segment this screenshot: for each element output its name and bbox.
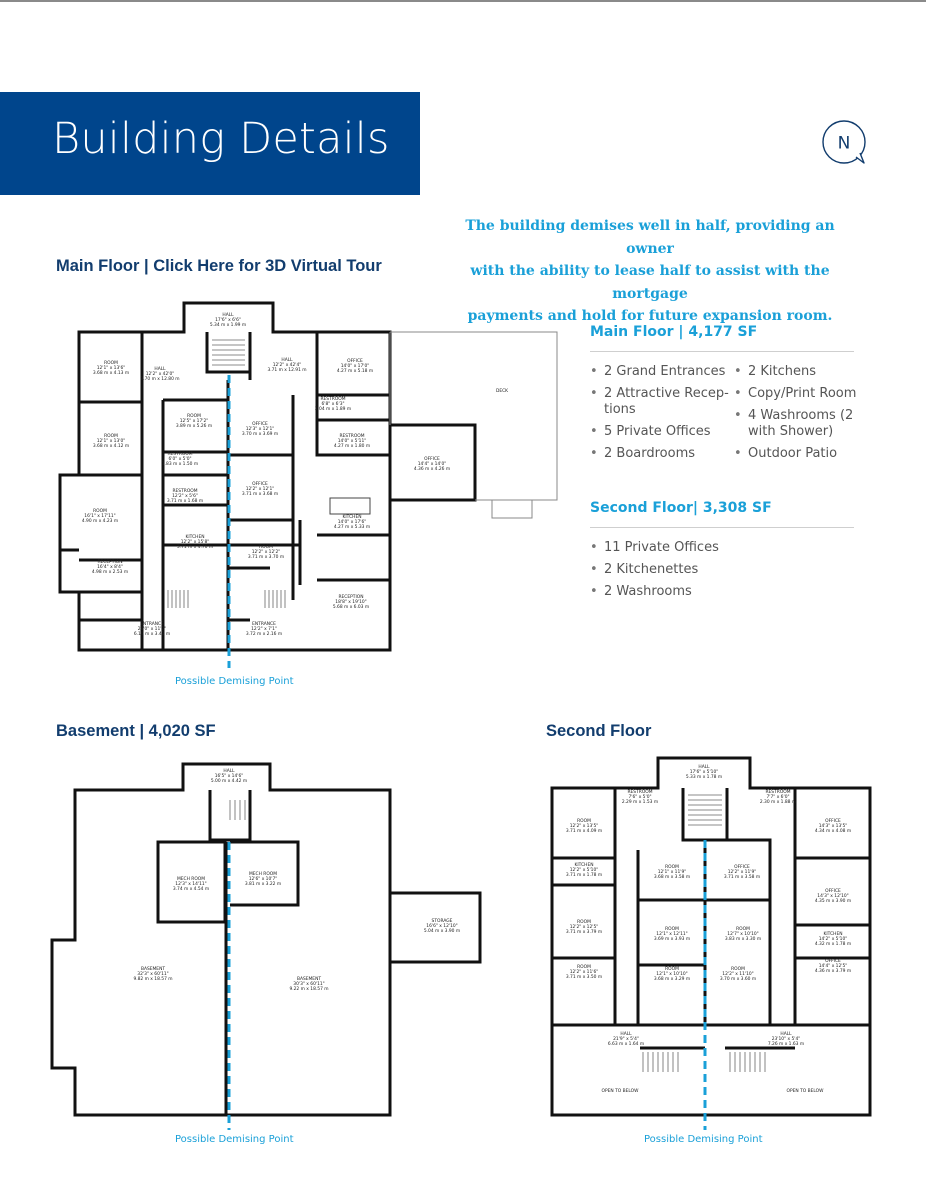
room-label: 6.10 m x 3.41 m [133, 632, 171, 637]
room-label: 3.71 m x 4.76 m [176, 545, 214, 550]
room-label: 12'3" x 12'1" [245, 427, 275, 432]
room-label: 4.35 m x 3.90 m [814, 899, 852, 904]
room-label: RESTROOM [172, 489, 198, 494]
room-label: RESTROOM [167, 452, 193, 457]
feature-item: • 5 Private Offices [590, 424, 730, 440]
room-label: KITCHEN [574, 863, 594, 868]
room-label: 2.04 m x 1.89 m [314, 407, 352, 412]
room-label: OFFICE [252, 482, 268, 487]
room-label: 30'3" x 60'11" [293, 982, 325, 987]
room-label: 3.89 m x 5.26 m [175, 424, 213, 429]
room-label: RESTROOM [320, 397, 346, 402]
second-floor-demising-label: Possible Demising Point [644, 1134, 763, 1145]
room-label: OFFICE [252, 422, 268, 427]
room-label: 5.34 m x 1.99 m [209, 323, 247, 328]
room-label: 4.32 m x 1.78 m [814, 942, 852, 947]
room-label: ENTRANCE [140, 622, 164, 627]
tagline-line-3: payments and hold for future expansion room. [467, 308, 833, 324]
feature-item: • Copy/Print Room [734, 386, 864, 402]
room-label: 14'3" x 13'5" [818, 824, 848, 829]
room-label: OFFICE [825, 959, 841, 964]
room-label: ROOM [731, 967, 745, 972]
room-label: 3.81 m x 3.22 m [244, 882, 282, 887]
room-label: ROOM [577, 819, 591, 824]
room-label: RECEPTION [97, 560, 123, 565]
room-label: 21'9" x 5'4" [613, 1037, 639, 1042]
room-label: 7'6" x 5'0" [628, 795, 652, 800]
room-label: RECEPTION [338, 595, 364, 600]
room-label: OPEN TO BELOW [601, 1089, 639, 1094]
room-label: 3.71 m x 1.68 m [166, 499, 204, 504]
room-label: OFFICE [347, 359, 363, 364]
room-label: 7'7" x 6'0" [766, 795, 790, 800]
room-label: 12'1" x 13'0" [96, 439, 126, 444]
room-label: 5.33 m x 1.78 m [685, 775, 723, 780]
main-floor-demising-label: Possible Demising Point [175, 676, 294, 687]
room-label: 14'2" x 5'10" [818, 937, 848, 942]
room-label: ROOM [259, 545, 273, 550]
room-label: 17'6" x 5'10" [689, 770, 719, 775]
room-label: ROOM [665, 967, 679, 972]
feature-item: • Outdoor Patio [734, 446, 864, 462]
basement-demising-label: Possible Demising Point [175, 1134, 294, 1145]
room-label: 17'6" x 6'6" [215, 318, 241, 323]
room-label: ROOM [104, 434, 118, 439]
room-label: 14'0" x 17'6" [337, 520, 367, 525]
room-label: KITCHEN [823, 932, 843, 937]
room-label: 18'8" x 19'10" [335, 600, 367, 605]
room-label: 6'0" x 5'0" [168, 457, 192, 462]
room-label: 16'4" x 8'4" [97, 565, 123, 570]
room-label: 4.90 m x 4.23 m [81, 519, 119, 524]
room-label: RESTROOM [627, 790, 653, 795]
room-label: 6'8" x 6'3" [321, 402, 345, 407]
room-label: ROOM [577, 920, 591, 925]
room-label: 12'2" x 12'1" [245, 487, 275, 492]
room-label: 12'3" x 14'11" [175, 882, 207, 887]
room-label: STORAGE [431, 919, 453, 924]
room-label: 3.69 m x 3.93 m [653, 937, 691, 942]
room-label: 4.27 m x 1.80 m [333, 444, 371, 449]
room-label: HALL [698, 765, 710, 770]
second-floor-heading: Second Floor [546, 722, 652, 740]
room-label: 3.72 m x 2.16 m [245, 632, 283, 637]
room-label: 2.29 m x 1.53 m [621, 800, 659, 805]
second-floor-sf-title: Second Floor| 3,308 SF [590, 500, 772, 516]
room-label: 16'1" x 17'11" [84, 514, 116, 519]
room-label: 3.71 m x 1.78 m [565, 873, 603, 878]
room-label: 3.68 m x 3.29 m [653, 977, 691, 982]
room-label: 12'2" x 7'1" [251, 627, 277, 632]
feature-item: • 2 Boardrooms [590, 446, 730, 462]
room-label: 4.36 m x 4.26 m [413, 467, 451, 472]
room-label: HALL [222, 313, 234, 318]
room-label: HALL [223, 769, 235, 774]
tagline-line-1: The building demises well in half, providing an owner [465, 218, 835, 257]
room-label: OFFICE [734, 865, 750, 870]
room-label: ROOM [665, 927, 679, 932]
room-label: 3.68 m x 3.58 m [653, 875, 691, 880]
room-label: 20'0" x 11'2" [137, 627, 167, 632]
room-label: 3.83 m x 3.30 m [724, 937, 762, 942]
room-label: 7.26 m x 1.63 m [767, 1042, 805, 1047]
room-label: ROOM [104, 361, 118, 366]
room-label: ROOM [93, 509, 107, 514]
room-label: 2.30 m x 1.88 m [759, 800, 797, 805]
room-label: 5.00 m x 4.42 m [210, 779, 248, 784]
room-label: 3.70 m x 3.60 m [719, 977, 757, 982]
room-label: 3.71 m x 3.50 m [565, 975, 603, 980]
room-label: KITCHEN [185, 535, 205, 540]
room-label: 14'0" x 5'11" [337, 439, 367, 444]
room-label: 6.63 m x 1.64 m [607, 1042, 645, 1047]
room-label: 3.71 m x 3.79 m [565, 930, 603, 935]
room-label: 12'2" x 11'10" [722, 972, 754, 977]
room-label: 3.70 m x 3.69 m [241, 432, 279, 437]
room-label: 4.27 m x 5.33 m [333, 525, 371, 530]
room-label: 12'6" x 10'7" [248, 877, 278, 882]
room-label: ENTRANCE [252, 622, 276, 627]
room-label: ROOM [665, 865, 679, 870]
room-label: 12'2" x 13'5" [569, 824, 599, 829]
room-label: 16'6" x 12'10" [426, 924, 458, 929]
room-label: 12'2" x 5'10" [569, 868, 599, 873]
main-floor-sf-title: Main Floor | 4,177 SF [590, 324, 758, 340]
room-label: 3.71 m x 3.68 m [241, 492, 279, 497]
room-label: KITCHEN [342, 515, 362, 520]
room-label: BASEMENT [140, 967, 166, 972]
room-label: 3.68 m x 4.12 m [92, 444, 130, 449]
room-label: ROOM [577, 965, 591, 970]
room-label: 3.71 m x 12.91 m [267, 368, 307, 373]
room-label: 12'1" x 12'11" [656, 932, 688, 937]
room-label: MECH ROOM [248, 872, 278, 877]
room-label: 12'2" x 12'2" [251, 550, 281, 555]
room-label: 14'3" x 12'10" [817, 894, 849, 899]
room-label: 4.36 m x 3.79 m [814, 969, 852, 974]
room-label: 3.68 m x 4.13 m [92, 371, 130, 376]
page-title: Building Details [52, 114, 390, 164]
room-label: 12'2" x 42'0" [145, 372, 175, 377]
room-label: 3.70 m x 12.80 m [140, 377, 180, 382]
room-label: HALL [154, 367, 166, 372]
room-label: OFFICE [424, 457, 440, 462]
room-label: 1.83 m x 1.50 m [161, 462, 199, 467]
feature-item: • 2 Kitchens [734, 364, 864, 380]
feature-item: • 4 Washrooms (2 with Shower) [734, 408, 864, 440]
room-label: 4.27 m x 5.18 m [336, 369, 374, 374]
room-label: ROOM [187, 414, 201, 419]
room-label: 12'2" x 11'6" [569, 970, 599, 975]
room-label: 14'4" x 14'0" [417, 462, 447, 467]
room-label: 12'2" x 42'4" [272, 363, 302, 368]
room-label: 23'10" x 5'4" [771, 1037, 801, 1042]
basement-heading: Basement | 4,020 SF [56, 722, 216, 740]
room-label: BASEMENT [296, 977, 322, 982]
main-floor-heading[interactable]: Main Floor | Click Here for 3D Virtual Tour [56, 257, 382, 275]
room-label: 12'1" x 10'10" [656, 972, 688, 977]
north-label: N [837, 133, 851, 154]
room-label: 3.71 m x 3.58 m [723, 875, 761, 880]
room-label: 12'2" x 15'8" [180, 540, 210, 545]
room-label: 3.71 m x 4.09 m [565, 829, 603, 834]
room-label: OPEN TO BELOW [786, 1089, 824, 1094]
room-label: 5.04 m x 3.90 m [423, 929, 461, 934]
room-label: RESTROOM [765, 790, 791, 795]
room-label: MECH ROOM [176, 877, 206, 882]
room-label: 9.82 m x 18.57 m [133, 977, 173, 982]
room-label: OFFICE [825, 819, 841, 824]
room-label: 12'7" x 10'10" [727, 932, 759, 937]
room-label: 16'5" x 14'6" [214, 774, 244, 779]
room-label: 32'3" x 60'11" [137, 972, 169, 977]
feature-item: • 2 Kitchenettes [590, 562, 850, 578]
room-label: 12'2" x 12'5" [569, 925, 599, 930]
room-label: 12'1" x 13'6" [96, 366, 126, 371]
room-label: 3.71 m x 3.70 m [247, 555, 285, 560]
room-label: OFFICE [825, 889, 841, 894]
room-label: 4.98 m x 2.53 m [91, 570, 129, 575]
room-label: 12'5" x 17'2" [179, 419, 209, 424]
room-label: 4.34 m x 4.08 m [814, 829, 852, 834]
room-label: 14'4" x 12'5" [818, 964, 848, 969]
room-label: HALL [620, 1032, 632, 1037]
tagline-line-2: with the ability to lease half to assist with the mortgage [470, 263, 830, 302]
room-label: ROOM [736, 927, 750, 932]
feature-item: • 2 Attractive Recep- tions [590, 386, 730, 418]
room-label: 3.74 m x 4.54 m [172, 887, 210, 892]
room-label: 5.68 m x 6.03 m [332, 605, 370, 610]
room-label: 12'2" x 5'6" [172, 494, 198, 499]
feature-item: • 2 Grand Entrances [590, 364, 730, 380]
room-label: DECK [495, 389, 509, 394]
room-label: 12'1" x 11'9" [657, 870, 687, 875]
feature-item: • 11 Private Offices [590, 540, 850, 556]
room-label: 14'0" x 17'0" [340, 364, 370, 369]
room-label: 9.22 m x 18.57 m [289, 987, 329, 992]
room-label: 12'2" x 11'9" [727, 870, 757, 875]
room-label: HALL [780, 1032, 792, 1037]
room-label: HALL [281, 358, 293, 363]
room-label: RESTROOM [339, 434, 365, 439]
feature-item: • 2 Washrooms [590, 584, 850, 600]
